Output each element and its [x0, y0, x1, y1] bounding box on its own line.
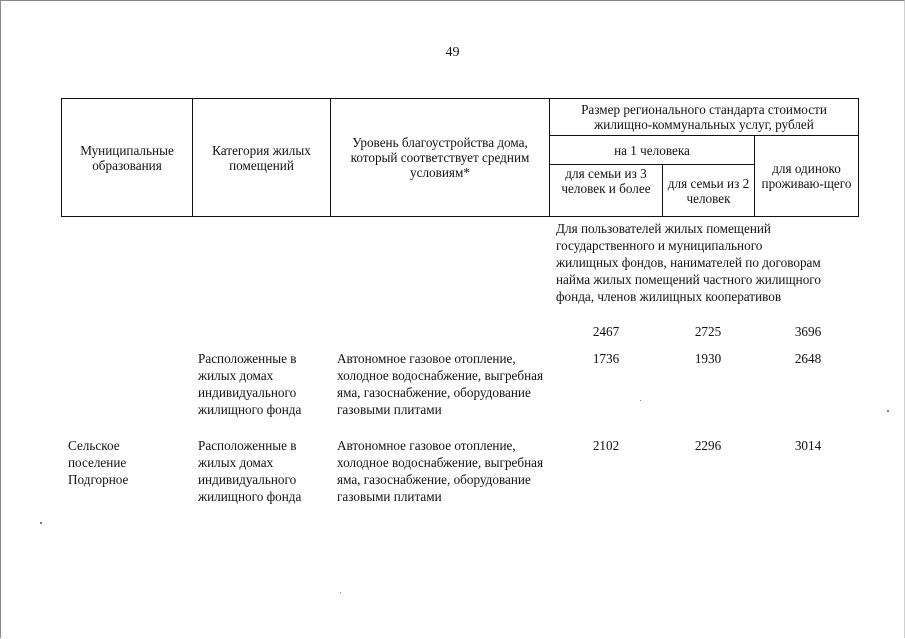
row-2-category: Расположенные в жилых домах индивидуального жилищного фонда [198, 438, 302, 504]
header-standard-size: Размер регионального стандарта стоимости жилищно-коммунальных услуг, рублей [550, 99, 859, 136]
users-value-family-2: 2725 [694, 324, 722, 339]
users-value-single: 3696 [794, 324, 822, 339]
row-2-value-family-3: 2102 [592, 438, 620, 453]
scan-speck [887, 410, 889, 412]
header-municipal: Муниципальные образования [62, 99, 193, 217]
header-family-3: для семьи из 3 человек и более [550, 165, 663, 217]
row-2-level: Автономное газовое отопление, холодное водоснабжение, выгребная яма, газоснабжение, оборудование газовыми плитами [337, 438, 544, 504]
scan-speck [40, 522, 42, 524]
row-1-category: Расположенные в жилых домах индивидуального жилищного фонда [198, 351, 302, 417]
scan-speck [640, 400, 641, 401]
page-number: 49 [445, 45, 460, 60]
header-category: Категория жилых помещений [193, 99, 331, 217]
table-header [61, 98, 859, 217]
header-family-2: для семьи из 2 человек [663, 165, 755, 217]
users-note: Для пользователей жилых помещений государственного и муниципального жилищных фондов, нанимателей по договорам найма жилых помещений частного жилищного фонда, членов жилищных кооперативов [556, 221, 821, 304]
users-value-family-3: 2467 [592, 324, 620, 339]
row-1-level: Автономное газовое отопление, холодное водоснабжение, выгребная яма, газоснабжение, оборудование газовыми плитами [337, 351, 544, 417]
header-level: Уровень благоустройства дома, который соответствует средним условиям* [331, 99, 550, 217]
row-1-value-family-3: 1736 [592, 351, 620, 366]
row-2-value-single: 3014 [794, 438, 822, 453]
row-2-value-family-2: 2296 [694, 438, 722, 453]
header-per-person: на 1 человека [550, 136, 755, 165]
row-2-municipality: Сельское поселение Подгорное [68, 438, 129, 487]
scan-speck [340, 592, 341, 593]
row-1-value-single: 2648 [794, 351, 822, 366]
row-1-value-family-2: 1930 [694, 351, 722, 366]
header-single: для одиноко проживаю-щего [755, 136, 859, 217]
